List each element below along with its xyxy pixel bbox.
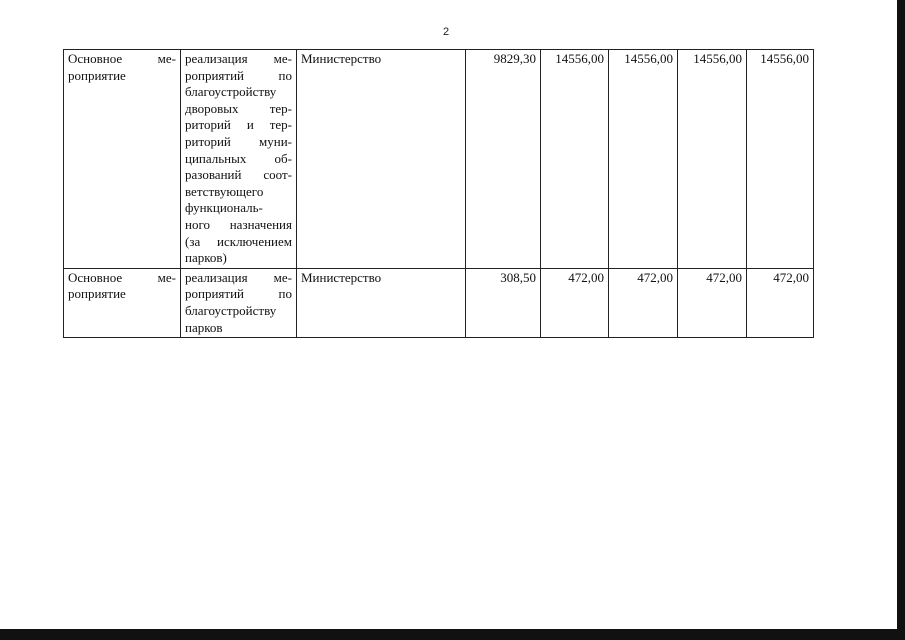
description-line: ного назначения — [185, 216, 292, 232]
description-line: ципальных об- — [185, 150, 292, 166]
value-cell: 308,50 — [466, 268, 541, 337]
event-type-line: Основное ме- — [68, 51, 176, 66]
event-type-line: роприятие — [68, 286, 126, 302]
scan-edge-bottom — [0, 629, 905, 640]
value-cell: 472,00 — [609, 268, 678, 337]
description-line: риторий муни- — [185, 133, 292, 149]
description-line: реализация ме- — [185, 269, 292, 285]
description-cell — [181, 50, 297, 269]
event-type-line: роприятие — [68, 67, 126, 83]
value-cell: 14556,00 — [678, 50, 747, 269]
event-type-cell — [64, 268, 181, 337]
description-line: ветствующего — [185, 183, 264, 199]
description-line: (за исключением — [185, 233, 292, 249]
scan-edge-right — [897, 0, 905, 640]
description-line: реализация ме- — [185, 51, 292, 66]
value-cell: 14556,00 — [747, 50, 814, 269]
value-cell: 472,00 — [541, 268, 609, 337]
description-line: риторий и тер- — [185, 117, 292, 133]
organization-cell: Министерство — [297, 50, 466, 269]
organization-cell: Министерство — [297, 268, 466, 337]
page-number: 2 — [443, 26, 450, 38]
value-cell: 9829,30 — [466, 50, 541, 269]
value-cell: 14556,00 — [609, 50, 678, 269]
table-row — [64, 268, 814, 337]
description-line: роприятий по — [185, 286, 292, 302]
value-cell: 472,00 — [747, 268, 814, 337]
description-line: парков) — [185, 250, 227, 266]
value-cell: 14556,00 — [541, 50, 609, 269]
table-row — [64, 50, 814, 269]
value-cell: 472,00 — [678, 268, 747, 337]
description-line: функциональ- — [185, 200, 263, 216]
description-line: разований соот- — [185, 167, 292, 183]
description-line: роприятий по — [185, 67, 292, 83]
program-activities-table — [63, 49, 814, 338]
description-cell — [181, 268, 297, 337]
event-type-cell — [64, 50, 181, 269]
description-line: благоустройству — [185, 84, 277, 100]
description-line: парков — [185, 319, 223, 335]
event-type-line: Основное ме- — [68, 269, 176, 285]
description-line: дворовых тер- — [185, 100, 292, 116]
description-line: благоустройству — [185, 302, 277, 318]
